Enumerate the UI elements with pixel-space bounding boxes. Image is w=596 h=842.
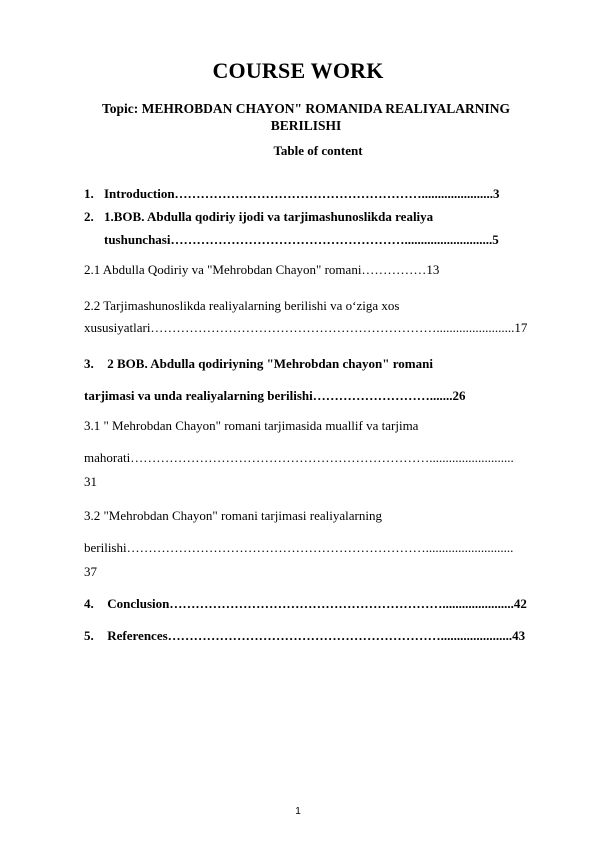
toc-entry-introduction bbox=[84, 186, 500, 202]
toc-entry-2-1: 2.1 Abdulla Qodiriy va "Mehrobdan Chayon" romani……………13 bbox=[84, 262, 440, 277]
toc-entry-number: 1. bbox=[84, 186, 94, 201]
toc-entry-chapter-1 bbox=[84, 209, 433, 225]
toc-entry-number: 3. bbox=[84, 356, 94, 371]
topic-heading: Topic: MEHROBDAN CHAYON" ROMANIDA REALIYALARNING BERILISHI bbox=[101, 101, 511, 133]
toc-entry-number: 5. bbox=[84, 628, 94, 643]
toc-entry-text: 1.BOB. Abdulla qodiriy ijodi va tarjimashunoslikda realiya bbox=[104, 209, 434, 224]
toc-entry-number: 4. bbox=[84, 596, 94, 611]
toc-heading: Table of content bbox=[273, 143, 363, 158]
toc-entry-3-2: 3.2 "Mehrobdan Chayon" romani tarjimasi realiyalarning bbox=[84, 508, 382, 523]
toc-entry-text: References………………………………………………………......................43 bbox=[104, 628, 526, 643]
toc-entry-2-2-cont: xususiyatlari…………………………………………………………........................17 bbox=[84, 320, 528, 335]
toc-entry-references bbox=[84, 628, 525, 644]
page-number: 1 bbox=[295, 806, 301, 817]
page-title: COURSE WORK bbox=[212, 58, 384, 83]
toc-entry-conclusion bbox=[84, 596, 527, 612]
toc-entry-chapter-1-cont: tushunchasi………………………………………………...........................5 bbox=[104, 232, 499, 247]
toc-entry-text: Conclusion………………………………………………………......................42 bbox=[104, 596, 527, 611]
toc-entry-chapter-2 bbox=[84, 356, 433, 372]
toc-entry-text: Introduction…………………………………………………......................3 bbox=[104, 186, 500, 201]
toc-entry-3-2-cont: berilishi……………………………………………………………........................... bbox=[84, 540, 514, 555]
toc-entry-2-2: 2.2 Tarjimashunoslikda realiyalarning berilishi va o‘ziga xos bbox=[84, 298, 400, 313]
toc-entry-number: 2. bbox=[84, 209, 94, 224]
toc-entry-chapter-2-cont: tarjimasi va unda realiyalarning berilishi……………………….......26 bbox=[84, 388, 466, 403]
toc-entry-text: 2 BOB. Abdulla qodiriyning "Mehrobdan chayon" romani bbox=[104, 356, 433, 371]
toc-entry-3-1-page: 31 bbox=[84, 474, 97, 489]
toc-entry-3-1-cont: mahorati…………………………………………………………….......................... bbox=[84, 450, 514, 465]
toc-entry-3-1: 3.1 " Mehrobdan Chayon" romani tarjimasida muallif va tarjima bbox=[84, 418, 419, 433]
toc-entry-3-2-page: 37 bbox=[84, 564, 97, 579]
